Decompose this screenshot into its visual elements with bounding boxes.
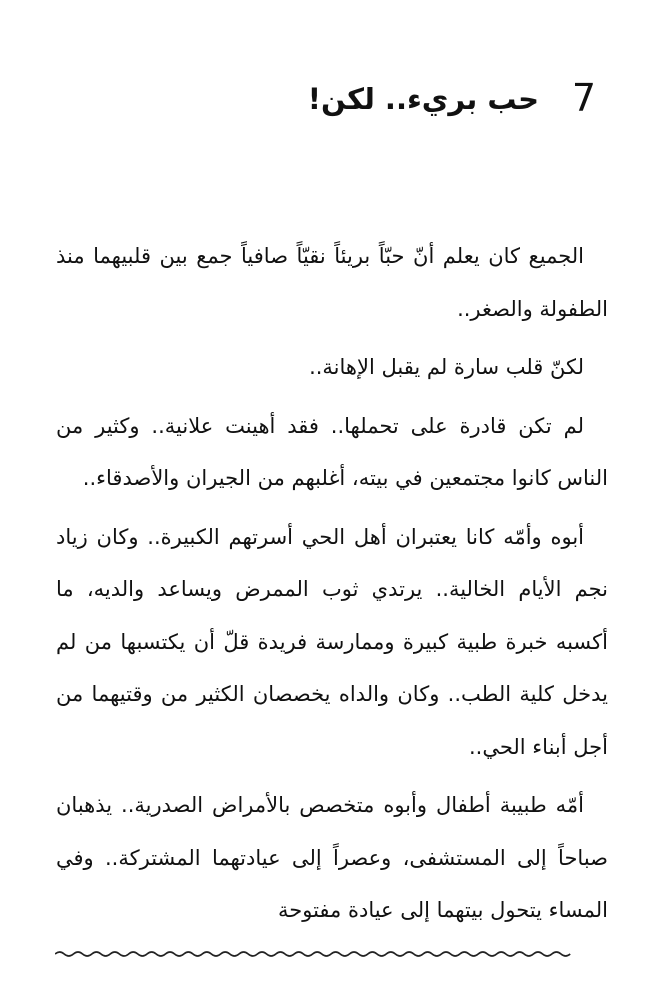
chapter-badge xyxy=(547,62,605,136)
wavy-page-rule xyxy=(55,948,608,960)
chapter-header xyxy=(308,62,605,136)
paragraph: أمّه طبيبة أطفال وأبوه متخصص بالأمراض الصدرية.. يذهبان صباحاً إلى المستشفى، وعصراً إلى عيادتهما المشتركة.. وفي المساء يتحول بيتهما إلى عيادة مفتوحة xyxy=(56,793,608,922)
chapter-body xyxy=(56,230,608,943)
paragraph: أبوه وأمّه كانا يعتبران أهل الحي أسرتهم الكبيرة.. وكان زياد نجم الأيام الخالية.. يرتدي ثوب الممرض ويساعد والديه، ما أكسبه خبرة طبية كبيرة وممارسة فريدة قلّ أن يكتسبها من لم يدخل كلية الطب.. وكان والداه يخصصان الكثير من وقتيهما من أجل أبناء الحي.. xyxy=(56,524,608,759)
chapter-number: 7 xyxy=(571,76,597,120)
paragraph: لم تكن قادرة على تحملها.. فقد أهينت علانية.. وكثير من الناس كانوا مجتمعين في بيته، أغلبهم من الجيران والأصدقاء.. xyxy=(56,413,608,490)
paragraph: لكنّ قلب سارة لم يقبل الإهانة.. xyxy=(309,355,584,379)
chapter-title: حب بريء.. لكن! xyxy=(307,82,539,116)
paragraph: الجميع كان يعلم أنّ حبّاً بريئاً نقيّاً صافياً جمع بين قلبيهما منذ الطفولة والصغر.. xyxy=(56,244,608,321)
